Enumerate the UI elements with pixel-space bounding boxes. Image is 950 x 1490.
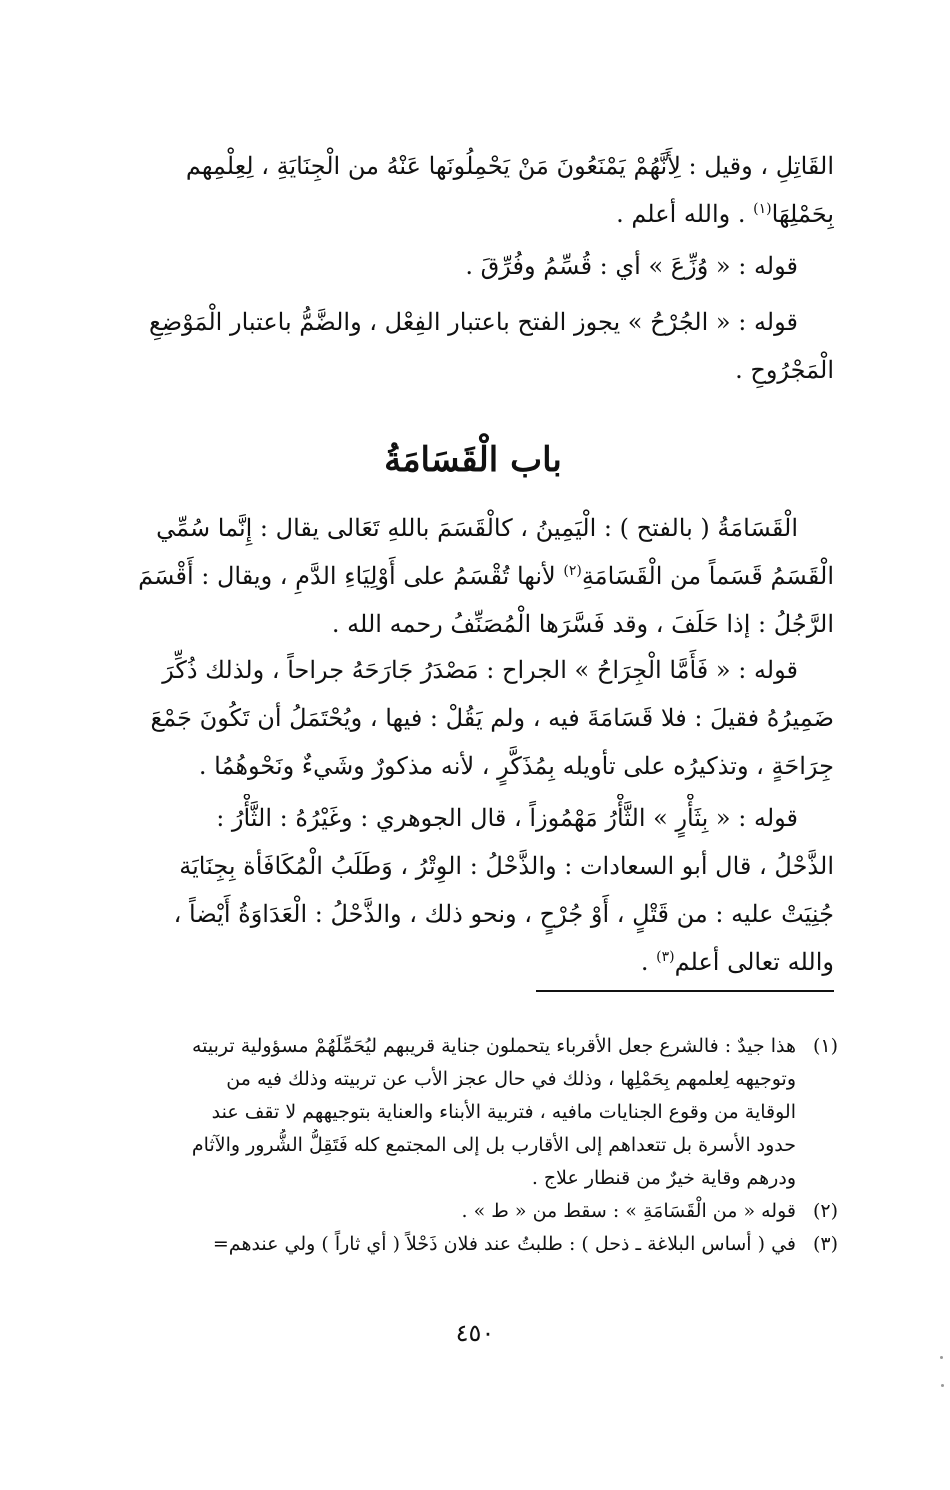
text-line: القَاتِلِ ، وقيل : لِأَنَّهُمْ يَمْنَعُونَ مَنْ يَحْمِلُونَها عَنْهُ من الْجِنَايَةِ ، لِعِلْمِهم [185, 152, 834, 180]
text-line [112, 190, 834, 238]
paragraph-1 [112, 142, 834, 238]
text-line: قوله : « بِثَأْرٍ » الثَّأْرُ مَهْمُوزاً ، قال الجوهري : وغَيْرُهُ : الثَّأْرُ : [216, 804, 798, 832]
footnote-text: قوله « من الْقَسَامَةِ » : سقط من « ط » . [461, 1200, 796, 1222]
text-line: الْقَسَامَةُ ( بالفتح ) : الْيَمِينُ ، كالْقَسَمَ باللهِ تَعَالى يقال : إِنَّما سُمِّي [156, 514, 798, 542]
footnote-ref-3: (٣) [656, 949, 675, 965]
text-line: جُنِيَتْ عليه : من قَتْلٍ ، أَوْ جُرْحٍ ، ونحو ذلك ، والذَّحْلُ : الْعَدَاوَةُ أَيْضاً ، [173, 900, 834, 928]
footnote-number: (٣) [812, 1233, 838, 1255]
footnote-line: وتوجيهه لِعلمهم بِحَمْلِها ، وذلك في حال عجز الأب عن تربيته وذلك فيه من [226, 1068, 796, 1090]
text-line [112, 938, 834, 986]
text-segment: والله تعالى أعلم [674, 948, 834, 976]
text-segment: بِحَمْلِهَا [771, 200, 834, 228]
footnote-text: في ( أساس البلاغة ـ ذحل ) : طلبتُ عند فلان ذَحْلاً ( أي ثاراً ) ولي عندهم= [212, 1233, 796, 1255]
footnote-separator [536, 990, 834, 992]
footnote-number: (٢) [812, 1200, 838, 1222]
text-line: ضَمِيرُهُ فقيلَ : فلا قَسَامَةَ فيه ، ولم يَقُلْ : فيها ، ويُحْتَمَلُ أن تَكُونَ جَمْعَ [150, 704, 834, 732]
footnote-line: الوقاية من وقوع الجنايات مافيه ، فتربية الأبناء والعناية بتوجيههم لا تقف عند [211, 1101, 796, 1123]
paragraph-5 [112, 646, 834, 790]
text-line: قوله : « وُزِّعَ » أي : قُسِّمُ وفُرِّقَ . [465, 252, 798, 280]
footnote-2 [110, 1195, 838, 1228]
footnote-line: ودرهم وقاية خيرٌ من قنطار علاج . [531, 1167, 796, 1189]
page-number: ٤٥٠ [455, 1319, 495, 1347]
text-segment: . [640, 948, 649, 976]
text-line [112, 552, 834, 600]
section-heading: باب الْقَسَامَةُ [384, 440, 562, 480]
scan-speck [941, 1384, 944, 1387]
footnote-number: (١) [812, 1035, 838, 1057]
footnote-text: هذا جيدٌ : فالشرع جعل الأقرباء يتحملون جناية قريبهم ليُحَمِّلَهُمْ مسؤولية تربيته [191, 1035, 796, 1057]
text-line: جِرَاحَةٍ ، وتذكيرُه على تأويله بِمُذَكَّرٍ ، لأنه مذكورٌ وشَيءٌ ونَحْوهُمُا . [198, 752, 834, 780]
text-segment: الْقَسَمُ قَسَماً من الْقَسَامَةِ [581, 562, 834, 590]
text-line: قوله : « فَأَمَّا الْجِرَاحُ » الجراح : مَصْدَرُ جَارَحَهُ جراحاً ، ولذلك ذُكِّرَ [162, 656, 798, 684]
paragraph-2 [112, 242, 834, 290]
text-line: الرَّجُلُ : إذا حَلَفَ ، وقد فَسَّرَها الْمُصَنِّفُ رحمه الله . [331, 610, 834, 638]
footnote-1 [110, 1030, 838, 1063]
paragraph-3 [112, 298, 834, 394]
text-line: الْمَجْرُوحِ . [735, 356, 834, 384]
text-line: الذَّحْلُ ، قال أبو السعادات : والذَّحْلُ : الوِتْرُ ، وَطَلَبُ الْمُكَافَأة بِجِنَايَة [179, 852, 834, 880]
footnote-3 [110, 1228, 838, 1261]
text-segment: . والله أعلم . [616, 200, 746, 228]
scan-speck [940, 1356, 943, 1359]
footnote-ref-2: (٢) [563, 563, 582, 579]
text-line: قوله : « الجُرْحُ » يجوز الفتح باعتبار الفِعْل ، والضَّمُّ باعتبار الْمَوْضِعِ [148, 308, 798, 336]
text-segment: لأنها تُقْسَمُ على أَوْلِيَاءِ الدَّمِ ، ويقال : أَقْسَمَ [138, 562, 556, 590]
footnote-ref-1: (١) [753, 201, 772, 217]
footnotes [110, 1030, 838, 1261]
footnote-line: حدود الأسرة بل تتعداهم إلى الأقارب بل إلى المجتمع كله فَتَقِلُّ الشُّرور والآثام [191, 1134, 796, 1156]
paragraph-6 [112, 794, 834, 986]
paragraph-4 [112, 504, 834, 648]
